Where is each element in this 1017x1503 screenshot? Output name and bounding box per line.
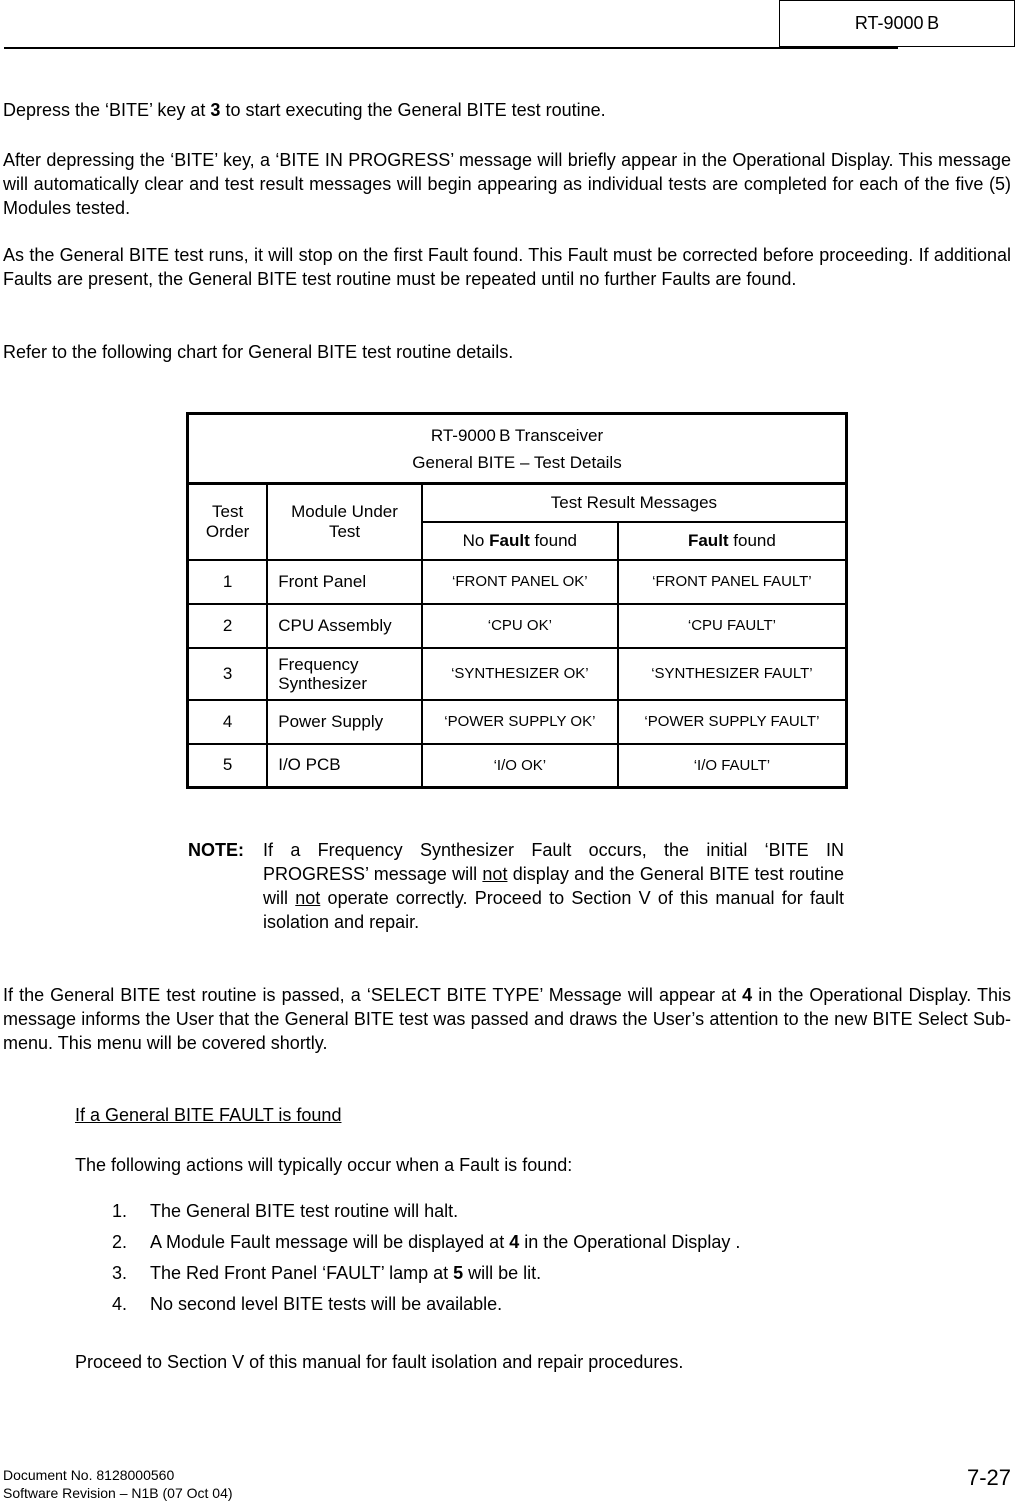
note-label: NOTE: bbox=[188, 840, 244, 860]
footer-document-info bbox=[3, 1466, 233, 1502]
page-number: 7-27 bbox=[966, 1465, 1011, 1490]
list-item: 2. A Module Fault message will be displayed at 4 in the Operational Display . bbox=[112, 1232, 741, 1252]
paragraph-depress-bite: Depress the ‘BITE’ key at 3 to start executing the General BITE test routine. bbox=[3, 100, 606, 120]
bite-test-details-table bbox=[186, 412, 848, 789]
table-row: 1 Front Panel ‘FRONT PANEL OK’ ‘FRONT PANEL FAULT’ bbox=[188, 560, 847, 604]
document-number: Document No. 8128000560 bbox=[3, 1467, 175, 1483]
header-test-result-messages: Test Result Messages bbox=[422, 484, 847, 522]
table-title: RT-9000 B Transceiver General BITE – Test Details bbox=[188, 414, 847, 484]
header-no-fault-found: No Fault found bbox=[422, 522, 618, 560]
indicator-4: 4 bbox=[742, 985, 753, 1005]
fault-section-intro: The following actions will typically occur when a Fault is found: bbox=[75, 1155, 573, 1175]
list-item: 1. The General BITE test routine will halt. bbox=[112, 1201, 459, 1221]
list-item: 3. The Red Front Panel ‘FAULT’ lamp at 5 will be lit. bbox=[112, 1263, 542, 1283]
table-row: 4 Power Supply ‘POWER SUPPLY OK’ ‘POWER SUPPLY FAULT’ bbox=[188, 700, 847, 744]
header-test-order: Test Order bbox=[188, 484, 268, 560]
header-module-under-test: Module Under Test bbox=[267, 484, 422, 560]
list-item: 4. No second level BITE tests will be available. bbox=[112, 1294, 503, 1314]
paragraph-stop-on-fault: As the General BITE test runs, it will stop on the first Fault found. This Fault must be corrected before proceeding. If additional Faults are present, the General BITE test routine must be repeated until no further Faults are found. bbox=[3, 245, 1011, 289]
software-revision: Software Revision – N1B (07 Oct 04) bbox=[3, 1485, 233, 1501]
fault-section-heading: If a General BITE FAULT is found bbox=[75, 1105, 342, 1125]
indicator-3: 3 bbox=[210, 100, 221, 120]
paragraph-select-bite-type: If the General BITE test routine is passed, a ‘SELECT BITE TYPE’ Message will appear at 4 in the Operational Display. This message informs the User that the General BITE test was passed and draws the User’s attention to the new BITE Select Sub-menu. This menu will be covered shortly. bbox=[3, 985, 1011, 1053]
paragraph-refer-chart: Refer to the following chart for General BITE test routine details. bbox=[3, 342, 514, 362]
header-rule bbox=[4, 47, 898, 49]
fault-section-closing: Proceed to Section V of this manual for fault isolation and repair procedures. bbox=[75, 1352, 684, 1372]
header-fault-found: Fault found bbox=[618, 522, 847, 560]
table-row: 2 CPU Assembly ‘CPU OK’ ‘CPU FAULT’ bbox=[188, 604, 847, 648]
model-label: RT-9000 B bbox=[779, 0, 1015, 47]
table-row: 5 I/O PCB ‘I/O OK’ ‘I/O FAULT’ bbox=[188, 744, 847, 788]
table-row: 3 Frequency Synthesizer ‘SYNTHESIZER OK’ ‘SYNTHESIZER FAULT’ bbox=[188, 648, 847, 700]
fault-actions-list bbox=[112, 1199, 740, 1323]
paragraph-bite-in-progress: After depressing the ‘BITE’ key, a ‘BITE IN PROGRESS’ message will briefly appear in the Operational Display. This message will automatically clear and test result messages will begin appearing as individual tests are completed for each of the five (5) Modules tested. bbox=[3, 150, 1011, 218]
note-block bbox=[188, 838, 844, 934]
note-text: If a Frequency Synthesizer Fault occurs, the initial ‘BITE IN PROGRESS’ message will not display and the General BITE test routine will not operate correctly. Proceed to Section V of this manual for fault isolation and repair. bbox=[263, 840, 845, 932]
